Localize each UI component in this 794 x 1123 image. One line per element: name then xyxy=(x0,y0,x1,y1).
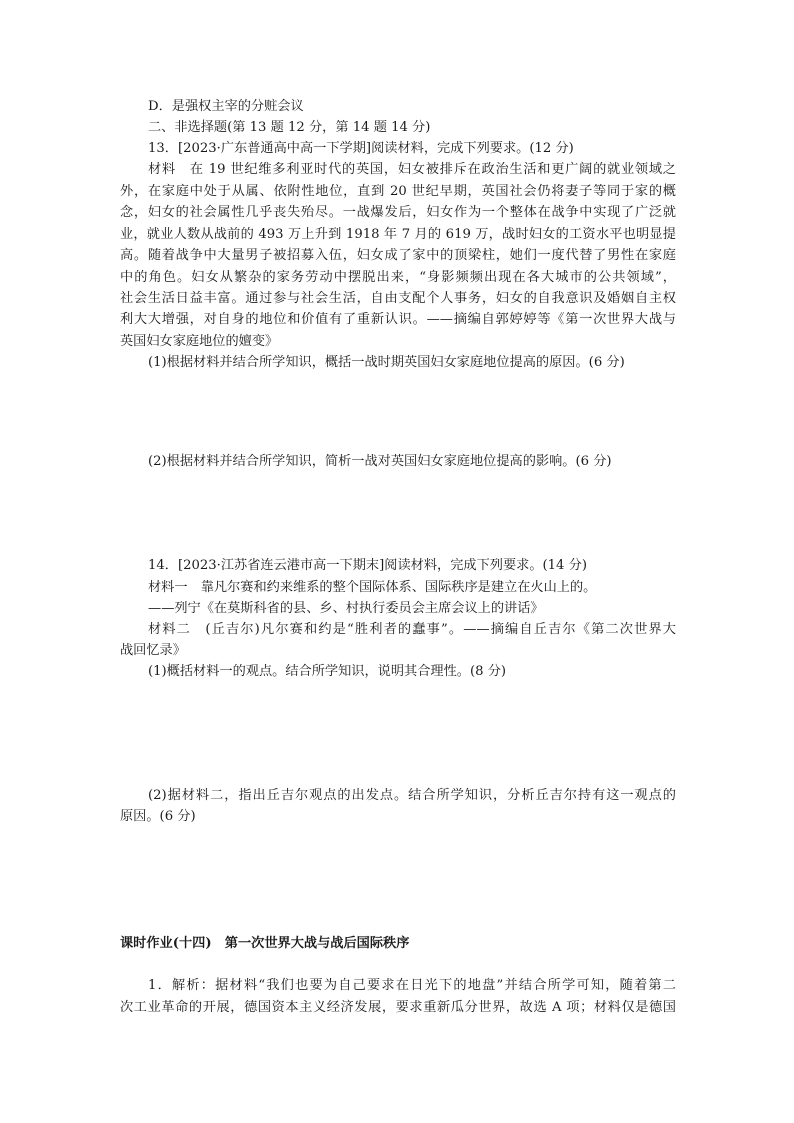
answer-section-title: 课时作业(十四) 第一次世界大战与战后国际秩序 xyxy=(120,936,410,951)
section-heading: 二、非选择题(第 13 题 12 分，第 14 题 14 分) xyxy=(148,120,431,135)
q13-material-line: 外，在家庭中处于从属、依附性地位，直到 20 世纪早期，英国社会仍将妻子等同于家的概 xyxy=(120,184,676,199)
q14-material1-source: ——列宁《在莫斯科省的县、乡、村执行委员会主席会议上的讲话》 xyxy=(148,601,544,616)
q13-material-line: 社会生活日益丰富。通过参与社会生活，自由支配个人事务，妇女的自我意识及婚姻自主权 xyxy=(120,291,676,306)
q14-material2-line: 材料二 (丘吉尔)凡尔赛和约是“胜利者的蠢事”。——摘编自丘吉尔《第二次世界大 xyxy=(148,622,676,637)
q13-material-line: 高。随着战争中大量男子被招募入伍，妇女成了家中的顶梁柱，她们一度代替了男性在家庭 xyxy=(120,248,676,263)
q13-material-line: 念，妇女的社会属性几乎丧失殆尽。一战爆发后，妇女作为一个整体在战争中实现了广泛就 xyxy=(120,205,676,220)
q13-header: 13．[2023·广东普通高中高一下学期]阅读材料，完成下列要求。(12 分) xyxy=(148,141,574,156)
q14-part2-line: (2)据材料二，指出丘吉尔观点的出发点。结合所学知识，分析丘吉尔持有这一观点的 xyxy=(148,788,676,803)
answer-line: 次工业革命的开展，德国资本主义经济发展，要求重新瓜分世界，故选 A 项；材料仅是德国 xyxy=(120,1000,676,1015)
q13-part2: (2)根据材料并结合所学知识，简析一战对英国妇女家庭地位提高的影响。(6 分) xyxy=(148,454,612,469)
q13-part1: (1)根据材料并结合所学知识，概括一战时期英国妇女家庭地位提高的原因。(6 分) xyxy=(148,355,625,370)
q14-material1: 材料一 靠凡尔赛和约来维系的整个国际体系、国际秩序是建立在火山上的。 xyxy=(148,580,597,595)
q14-part1: (1)概括材料一的观点。结合所学知识，说明其合理性。(8 分) xyxy=(148,664,507,679)
q14-header: 14．[2023·江苏省连云港市高一下期末]阅读材料，完成下列要求。(14 分) xyxy=(148,558,587,573)
q13-material-line: 中的角色。妇女从繁杂的家务劳动中摆脱出来，“身影频频出现在各大城市的公共领域”， xyxy=(120,270,676,285)
q13-material-line: 材料 在 19 世纪维多利亚时代的英国，妇女被排斥在政治生活和更广阔的就业领域之 xyxy=(148,162,676,177)
q14-part2-line: 原因。(6 分) xyxy=(120,809,196,824)
answer-line: 1．解析：据材料“我们也要为自己要求在日光下的地盘”并结合所学可知，随着第二 xyxy=(148,978,676,993)
q13-material-line: 业，就业人数从战前的 493 万上升到 1918 年 7 月的 619 万，战时妇女的工资水平也明显提 xyxy=(120,227,676,242)
q13-material-line: 英国妇女家庭地位的嬗变》 xyxy=(120,334,279,349)
q14-material2-line: 战回忆录》 xyxy=(120,643,186,658)
q12-option-d: D．是强权主宰的分赃会议 xyxy=(148,99,304,114)
q13-material-line: 利大大增强，对自身的地位和价值有了重新认识。——摘编自郭婷婷等《第一次世界大战与 xyxy=(120,312,676,327)
